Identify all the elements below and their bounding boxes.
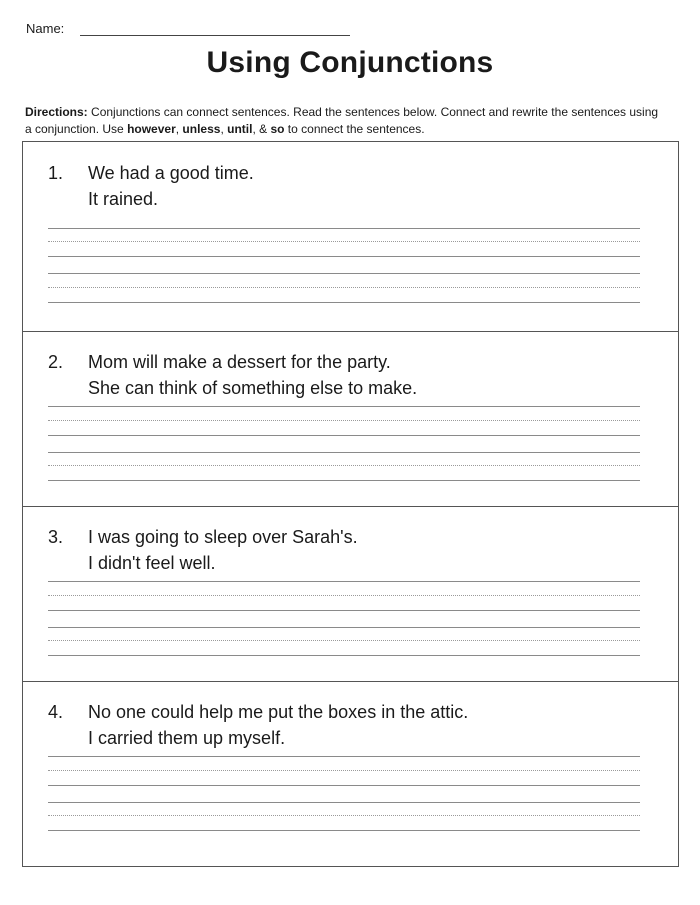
- writing-line[interactable]: [48, 228, 640, 229]
- item-number: 4.: [48, 702, 64, 722]
- conjunction-unless: unless: [182, 122, 221, 136]
- writing-guide-dotted: [48, 815, 640, 816]
- exercise-item-4: [23, 681, 678, 866]
- writing-guide-dotted: [48, 640, 640, 641]
- item-sentence-1: I was going to sleep over Sarah's.: [88, 527, 358, 547]
- item-sentence-2: It rained.: [88, 189, 159, 209]
- writing-line[interactable]: [48, 610, 640, 611]
- exercise-item-1: [23, 142, 678, 331]
- conjunction-until: until: [227, 122, 253, 136]
- item-sentence-2: I carried them up myself.: [88, 728, 286, 748]
- item-sentence-1: Mom will make a dessert for the party.: [88, 352, 391, 372]
- exercise-item-3: [23, 506, 678, 681]
- writing-line[interactable]: [48, 830, 640, 831]
- item-number: 3.: [48, 527, 64, 547]
- writing-line[interactable]: [48, 655, 640, 656]
- writing-line[interactable]: [48, 406, 640, 407]
- name-write-line[interactable]: [80, 35, 350, 36]
- directions-text-before: Conjunctions can connect sentences. Read the sentences below. Connect and rewrite the sentences using a conjunction. Use: [25, 105, 659, 136]
- writing-guide-dotted: [48, 465, 640, 466]
- writing-line[interactable]: [48, 756, 640, 757]
- separator-1: ,: [175, 122, 183, 136]
- writing-guide-dotted: [48, 241, 640, 242]
- item-number: 1.: [48, 163, 64, 183]
- conjunction-however: however: [127, 122, 176, 136]
- item-sentence-1: We had a good time.: [88, 163, 254, 183]
- writing-line[interactable]: [48, 627, 640, 628]
- name-label: Name:: [26, 21, 65, 36]
- writing-guide-dotted: [48, 287, 640, 288]
- writing-line[interactable]: [48, 452, 640, 453]
- writing-line[interactable]: [48, 435, 640, 436]
- directions-text-after: to connect the sentences.: [284, 122, 425, 136]
- exercise-item-2: [23, 331, 678, 506]
- writing-guide-dotted: [48, 595, 640, 596]
- item-sentence-1: No one could help me put the boxes in the attic.: [88, 702, 469, 722]
- item-sentence-2: She can think of something else to make.: [88, 378, 418, 398]
- writing-line[interactable]: [48, 581, 640, 582]
- writing-line[interactable]: [48, 256, 640, 257]
- directions: [25, 104, 665, 138]
- writing-line[interactable]: [48, 480, 640, 481]
- writing-guide-dotted: [48, 770, 640, 771]
- directions-label: Directions:: [25, 105, 88, 119]
- conjunction-so: so: [270, 122, 285, 136]
- writing-guide-dotted: [48, 420, 640, 421]
- item-number: 2.: [48, 352, 64, 372]
- worksheet-title: Using Conjunctions: [206, 46, 494, 79]
- writing-line[interactable]: [48, 802, 640, 803]
- separator-3: , &: [252, 122, 271, 136]
- writing-line[interactable]: [48, 302, 640, 303]
- writing-line[interactable]: [48, 785, 640, 786]
- exercise-box: [22, 141, 679, 867]
- separator-2: ,: [220, 122, 228, 136]
- writing-line[interactable]: [48, 273, 640, 274]
- item-sentence-2: I didn't feel well.: [88, 553, 216, 573]
